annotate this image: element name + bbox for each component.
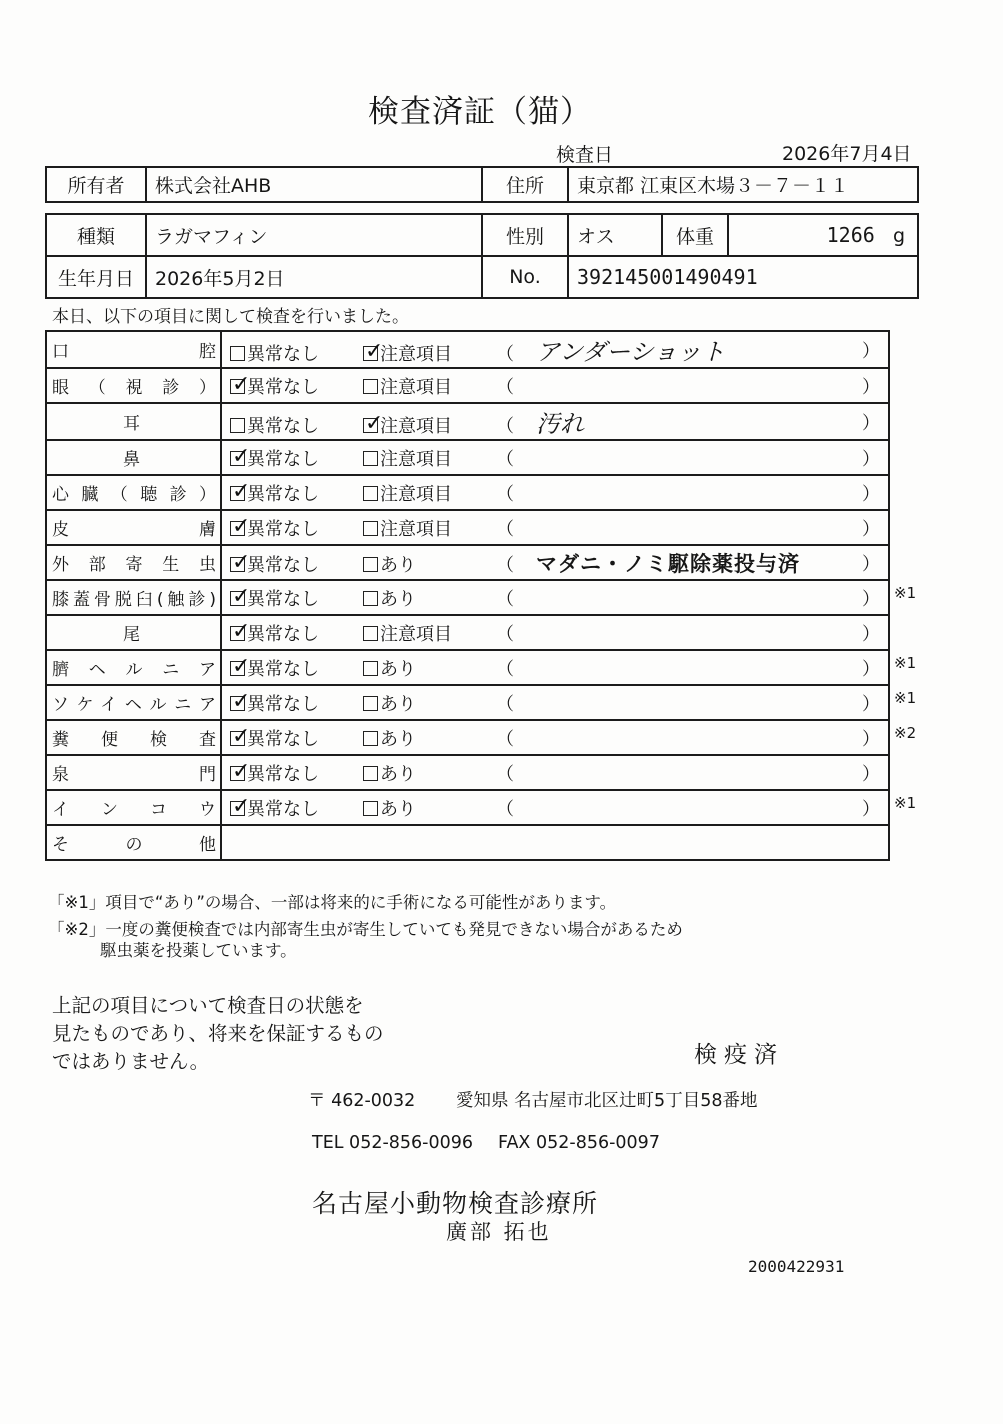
check-mark-icon: ✓ (232, 758, 251, 784)
option-secondary[interactable] (363, 412, 496, 438)
sex-value: オス (568, 214, 662, 256)
option-normal[interactable] (230, 445, 363, 471)
option-normal-label: 異常なし (247, 518, 319, 540)
item-name: 臍ヘルニア (52, 660, 216, 680)
weight-label: 体重 (662, 214, 728, 256)
option-secondary[interactable] (363, 725, 496, 751)
checkbox[interactable] (230, 346, 245, 361)
item-name: 糞便検査 (52, 730, 216, 750)
paren-close: ） (862, 588, 880, 610)
item-name-cell (46, 331, 221, 368)
checkbox[interactable] (230, 478, 251, 504)
option-secondary[interactable] (363, 515, 496, 541)
item-name-cell (46, 580, 221, 615)
checkbox[interactable] (230, 549, 251, 575)
item-options (221, 510, 889, 545)
item-name: 外部寄生虫 (52, 555, 216, 575)
check-mark-icon: ✓ (232, 371, 251, 397)
breed-value: ラガマフィン (146, 214, 482, 256)
exam-row (46, 755, 889, 790)
paren-open: （ (496, 344, 514, 365)
other-row (46, 825, 889, 860)
serial-number: 2000422931 (748, 1257, 845, 1276)
paren-open: （ (496, 483, 514, 505)
clinic-name: 名古屋小動物検査診療所 (312, 1189, 599, 1218)
exam-row (46, 368, 889, 403)
option-secondary[interactable] (363, 445, 496, 471)
option-normal-label: 異常なし (247, 588, 319, 610)
paren-close: ） (862, 448, 880, 470)
option-secondary[interactable] (363, 373, 496, 399)
option-normal[interactable] (230, 620, 363, 646)
item-name-cell (46, 475, 221, 510)
option-secondary-label: あり (380, 554, 416, 576)
option-normal-label: 異常なし (247, 763, 319, 785)
item-name-cell (46, 650, 221, 685)
paren-open: （ (496, 658, 514, 680)
option-secondary-label: あり (380, 728, 416, 750)
exam-row (46, 510, 889, 545)
paren-close: ） (862, 623, 880, 645)
option-secondary[interactable] (363, 690, 496, 716)
checkbox[interactable] (363, 486, 378, 501)
paren-open: （ (496, 518, 514, 540)
sex-label: 性別 (482, 214, 568, 256)
exam-row (46, 790, 889, 825)
option-secondary[interactable] (363, 795, 496, 821)
checkbox[interactable] (230, 758, 251, 784)
item-options (221, 755, 889, 790)
item-name-cell (46, 720, 221, 755)
exam-row (46, 331, 889, 368)
option-secondary[interactable] (363, 480, 496, 506)
item-name-cell (46, 615, 221, 650)
checkbox[interactable] (230, 653, 251, 679)
option-normal-label: 異常なし (247, 483, 319, 505)
checkbox[interactable] (363, 451, 378, 466)
item-name-cell (46, 510, 221, 545)
item-note[interactable]: アンダーショット (536, 338, 726, 366)
paren-open: （ (496, 416, 514, 437)
exam-row (46, 615, 889, 650)
checkbox[interactable] (363, 339, 384, 364)
item-name: 尾 (123, 625, 140, 645)
owner-table (45, 166, 919, 203)
other-label-cell (46, 825, 221, 860)
exam-row (46, 580, 889, 615)
paren-close: ） (862, 658, 880, 680)
item-name: 眼（視診） (52, 378, 216, 398)
checkbox[interactable] (230, 688, 251, 714)
check-mark-icon: ✓ (232, 513, 251, 539)
option-secondary-label: あり (380, 588, 416, 610)
address-label: 住所 (482, 167, 568, 202)
footnote-1: 「※1」項目で“あり”の場合、一部は将来的に手術になる可能性があります。 (48, 893, 617, 912)
item-note[interactable]: マダニ・ノミ駆除薬投与済 (536, 551, 800, 576)
footnote-2-cont: 駆虫薬を投薬しています。 (100, 941, 297, 960)
disclaimer-line-1: 上記の項目について検査日の状態を (52, 994, 364, 1017)
item-options (221, 650, 889, 685)
item-name: インコウ (52, 800, 216, 820)
check-mark-icon: ✓ (365, 339, 384, 364)
option-normal-label: 異常なし (247, 623, 319, 645)
item-options (221, 685, 889, 720)
paren-open: （ (496, 448, 514, 470)
item-name-cell (46, 545, 221, 580)
checkbox[interactable] (230, 443, 251, 469)
item-name: ソケイヘルニア (52, 695, 216, 715)
option-secondary-label: あり (380, 798, 416, 820)
option-normal[interactable] (230, 480, 363, 506)
birth-value: 2026年5月2日 (146, 256, 482, 298)
vet-name: 廣部 拓也 (446, 1220, 552, 1244)
checkbox[interactable] (230, 618, 251, 644)
footnote-marker: ※2 (894, 723, 917, 742)
option-normal-label: 異常なし (247, 344, 319, 365)
option-secondary[interactable] (363, 620, 496, 646)
paren-close: ） (862, 763, 880, 785)
option-normal-label: 異常なし (247, 448, 319, 470)
option-normal[interactable] (230, 655, 363, 681)
option-secondary-label: 注意項目 (380, 623, 452, 645)
exam-row (46, 475, 889, 510)
option-secondary-label: 注意項目 (380, 518, 452, 540)
option-normal-label: 異常なし (247, 416, 319, 437)
item-options (221, 331, 889, 368)
option-normal-label: 異常なし (247, 376, 319, 398)
disclaimer (52, 992, 432, 1076)
checkbox[interactable] (363, 521, 378, 536)
checkbox[interactable] (230, 418, 245, 433)
exam-row (46, 685, 889, 720)
item-name-cell (46, 685, 221, 720)
weight-cell (728, 214, 918, 256)
item-name-cell (46, 440, 221, 475)
checkbox[interactable] (363, 591, 378, 606)
item-name: 心臓（聴診） (52, 485, 216, 505)
address-value: 東京都 江東区木場３－７－１１ (568, 167, 918, 202)
paren-open: （ (496, 554, 514, 576)
item-note[interactable]: 汚れ (536, 410, 584, 438)
check-mark-icon: ✓ (232, 618, 251, 644)
footnote-marker: ※1 (894, 583, 917, 602)
exam-date: 2026年7月4日 (782, 143, 912, 165)
check-mark-icon: ✓ (232, 583, 251, 609)
option-secondary-label: 注意項目 (380, 448, 452, 470)
option-normal-label: 異常なし (247, 798, 319, 820)
clinic-fax: FAX 052-856-0097 (498, 1133, 660, 1153)
disclaimer-line-2: 見たものであり、将来を保証するもの (52, 1022, 384, 1045)
option-secondary-label: 注意項目 (380, 344, 452, 365)
item-name: 口腔 (52, 342, 216, 362)
item-name-cell (46, 790, 221, 825)
option-secondary-label: 注意項目 (380, 416, 452, 437)
checkbox[interactable] (230, 723, 251, 749)
check-mark-icon: ✓ (232, 723, 251, 749)
paren-close: ） (862, 340, 880, 362)
checkbox[interactable] (363, 411, 384, 436)
option-normal-label: 異常なし (247, 728, 319, 750)
item-name-cell (46, 368, 221, 403)
option-normal[interactable] (230, 515, 363, 541)
exam-row (46, 440, 889, 475)
disclaimer-line-3: ではありません。 (52, 1050, 210, 1073)
exam-row (46, 650, 889, 685)
quarantine-stamp: 検疫済 (694, 1042, 784, 1068)
animal-table (45, 213, 919, 299)
paren-close: ） (862, 553, 880, 575)
option-normal[interactable] (230, 340, 363, 366)
weight-value: 1266 (826, 223, 875, 247)
weight-unit: g (892, 225, 905, 247)
checkbox[interactable] (363, 801, 378, 816)
option-secondary-label: あり (380, 693, 416, 715)
checkbox[interactable] (363, 626, 378, 641)
exam-row (46, 720, 889, 755)
other-label: その他 (52, 835, 216, 855)
owner-label: 所有者 (46, 167, 146, 202)
option-secondary-label: 注意項目 (380, 376, 452, 398)
item-name: 耳 (123, 414, 140, 434)
paren-open: （ (496, 798, 514, 820)
option-normal[interactable] (230, 585, 363, 611)
item-name: 鼻 (123, 450, 140, 470)
option-normal[interactable] (230, 373, 363, 399)
paren-open: （ (496, 693, 514, 715)
checkbox[interactable] (363, 379, 378, 394)
check-mark-icon: ✓ (232, 793, 251, 819)
clinic-tel: TEL 052-856-0096 (312, 1133, 474, 1153)
option-normal-label: 異常なし (247, 693, 319, 715)
check-mark-icon: ✓ (232, 653, 251, 679)
footnote-2: 「※2」一度の糞便検査では内部寄生虫が寄生していても発見できない場合があるため (48, 920, 683, 939)
option-normal-label: 異常なし (247, 658, 319, 680)
footnote-marker: ※1 (894, 653, 917, 672)
footnote-marker: ※1 (894, 688, 917, 707)
exam-date-label: 検査日 (556, 144, 614, 166)
check-mark-icon: ✓ (232, 549, 251, 575)
item-options (221, 580, 889, 615)
option-secondary[interactable] (363, 551, 496, 577)
item-options (221, 790, 889, 825)
check-mark-icon: ✓ (232, 443, 251, 469)
paren-close: ） (862, 798, 880, 820)
owner-value: 株式会社AHB (146, 167, 482, 202)
checkbox[interactable] (230, 583, 251, 609)
no-value: 392145001490491 (568, 256, 918, 298)
exam-table (45, 330, 890, 861)
option-normal[interactable] (230, 795, 363, 821)
option-normal[interactable] (230, 412, 363, 438)
page-title: 検査済証（猫） (368, 94, 592, 130)
paren-close: ） (862, 693, 880, 715)
item-name: 皮膚 (52, 520, 216, 540)
exam-row (46, 403, 889, 440)
item-options (221, 545, 889, 580)
breed-label: 種類 (46, 214, 146, 256)
option-secondary[interactable] (363, 655, 496, 681)
item-name: 泉門 (52, 765, 216, 785)
option-secondary[interactable] (363, 585, 496, 611)
paren-open: （ (496, 728, 514, 750)
intro-text: 本日、以下の項目に関して検査を行いました。 (52, 307, 409, 327)
paren-open: （ (496, 763, 514, 785)
checkbox[interactable] (363, 731, 378, 746)
option-secondary-label: あり (380, 658, 416, 680)
checkbox[interactable] (363, 661, 378, 676)
item-options (221, 475, 889, 510)
paren-close: ） (862, 518, 880, 540)
option-secondary[interactable] (363, 760, 496, 786)
check-mark-icon: ✓ (365, 411, 384, 436)
checkbox[interactable] (363, 557, 378, 572)
item-name-cell (46, 403, 221, 440)
footnote-marker: ※1 (894, 793, 917, 812)
no-label: No. (482, 256, 568, 298)
clinic-address: 愛知県 名古屋市北区辻町5丁目58番地 (456, 1091, 758, 1111)
checkbox[interactable] (363, 766, 378, 781)
paren-close: ） (862, 412, 880, 434)
option-normal[interactable] (230, 725, 363, 751)
birth-label: 生年月日 (46, 256, 146, 298)
item-name-cell (46, 755, 221, 790)
option-normal-label: 異常なし (247, 554, 319, 576)
paren-open: （ (496, 376, 514, 398)
option-normal[interactable] (230, 551, 363, 577)
option-normal[interactable] (230, 760, 363, 786)
option-secondary[interactable] (363, 340, 496, 366)
item-options (221, 368, 889, 403)
option-secondary-label: 注意項目 (380, 483, 452, 505)
postal-code: 〒 462-0032 (308, 1091, 416, 1111)
item-name: 膝蓋骨脱臼(触診) (52, 590, 216, 610)
item-options (221, 615, 889, 650)
item-options (221, 403, 889, 440)
check-mark-icon: ✓ (232, 688, 251, 714)
option-normal[interactable] (230, 690, 363, 716)
paren-close: ） (862, 376, 880, 398)
other-value[interactable] (221, 825, 889, 860)
item-options (221, 720, 889, 755)
paren-close: ） (862, 483, 880, 505)
paren-close: ） (862, 728, 880, 750)
checkbox[interactable] (230, 371, 251, 397)
paren-open: （ (496, 623, 514, 645)
checkbox[interactable] (363, 696, 378, 711)
option-secondary-label: あり (380, 763, 416, 785)
checkbox[interactable] (230, 513, 251, 539)
checkbox[interactable] (230, 793, 251, 819)
item-options (221, 440, 889, 475)
check-mark-icon: ✓ (232, 478, 251, 504)
paren-open: （ (496, 588, 514, 610)
exam-row (46, 545, 889, 580)
